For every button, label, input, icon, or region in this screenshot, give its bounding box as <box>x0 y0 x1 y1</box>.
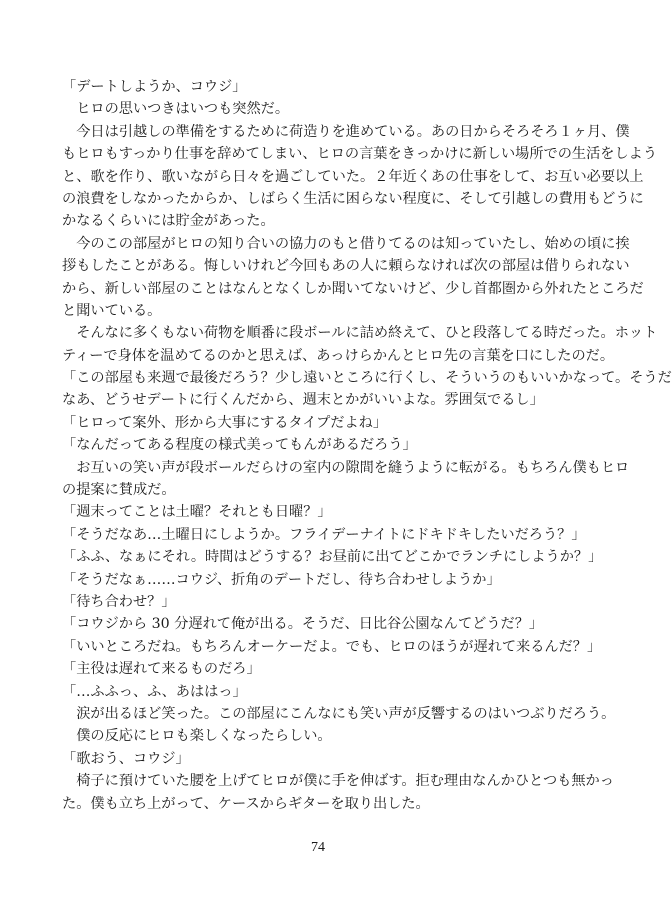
text-line: の浪費をしなかったからか、しばらく生活に困らない程度に、そして引越しの費用もどうに <box>62 190 644 207</box>
text-line: もヒロもすっかり仕事を辞めてしまい、ヒロの言葉をきっかけに新しい場所での生活をしよう <box>62 146 658 163</box>
text-line: 「待ち合わせ？」 <box>62 593 176 610</box>
text-line: 涙が出るほど笑った。この部屋にこんなにも笑い声が反響するのはいつぶりだろう。 <box>62 705 616 722</box>
text-line: 「歌おう、コウジ」 <box>62 750 190 767</box>
text-line: 「主役は遅れて来るものだろ」 <box>62 661 261 678</box>
text-line: お互いの笑い声が段ボールだらけの室内の隙間を縫うように転がる。もちろん僕もヒロ <box>62 459 630 476</box>
text-line: 椅子に預けていた腰を上げてヒロが僕に手を伸ばす。拒む理由なんかひとつも無かっ <box>62 773 614 790</box>
text-line: 「この部屋も来週で最後だろう？少し遠いところに行くし、そういうのもいいかなって。そうだ <box>62 370 672 387</box>
text-line: 「…ふふっ、ふ、あははっ」 <box>62 683 247 700</box>
text-line: 「いいところだね。もちろんオーケーだよ。でも、ヒロのほうが遅れて来るんだ？」 <box>62 638 602 655</box>
text-line: 「そうだなあ…土曜日にしようか。フライデーナイトにドキドキしたいだろう？」 <box>62 526 586 543</box>
text-line: 「なんだってある程度の様式美ってもんがあるだろう」 <box>62 437 417 454</box>
text-line: 今日は引越しの準備をするために荷造りを進めている。あの日からそろそろ１ヶ月、僕 <box>62 123 630 140</box>
text-line: なあ、どうせデートに行くんだから、週末とかがいいよな。雰囲気でるし」 <box>62 392 544 409</box>
text-line: 「ふふ、なぁにそれ。時間はどうする？お昼前に出てどこかでランチにしようか？」 <box>62 549 603 566</box>
text-line: と、歌を作り、歌いながら日々を過ごしていた。２年近くあの仕事をして、お互い必要以上 <box>62 168 644 185</box>
text-line: 「ヒロって案外、形から大事にするタイプだよね」 <box>62 414 388 431</box>
text-line: 「コウジから 30 分遅れて俺が出る。そうだ、日比谷公園なんてどうだ？」 <box>62 616 544 633</box>
text-line: そんなに多くもない荷物を順番に段ボールに詰め終えて、ひと段落してる時だった。ホット <box>62 325 658 342</box>
text-line: ヒロの思いつきはいつも突然だ。 <box>62 101 290 118</box>
page-number: 74 <box>311 840 325 855</box>
text-line: 今のこの部屋がヒロの知り合いの協力のもと借りてるのは知っていたし、始めの頃に挨 <box>62 235 630 252</box>
text-line: 「デートしようか、コウジ」 <box>62 79 247 95</box>
text-line: 「そうだなぁ……コウジ、折角のデートだし、待ち合わせしようか」 <box>62 571 501 588</box>
text-line: から、新しい部屋のことはなんとなくしか聞いてないけど、少し首都圏から外れたところだ <box>62 280 644 297</box>
text-line: と聞いている。 <box>62 302 162 319</box>
text-line: 拶もしたことがある。悔しいけれど今回もあの人に頼らなければ次の部屋は借りられない <box>62 258 630 275</box>
text-line: かなるくらいには貯金があった。 <box>62 213 275 230</box>
text-line: た。僕も立ち上がって、ケースからギターを取り出した。 <box>62 795 430 812</box>
text-line: の提案に賛成だ。 <box>62 482 176 499</box>
text-line: 「週末ってことは土曜？それとも日曜？」 <box>62 504 332 521</box>
text-line: 僕の反応にヒロも楽しくなったらしい。 <box>62 728 332 745</box>
body-text <box>62 76 672 815</box>
text-line: ティーで身体を温めてるのかと思えば、あっけらかんとヒロ先の言葉を口にしたのだ。 <box>62 347 615 364</box>
